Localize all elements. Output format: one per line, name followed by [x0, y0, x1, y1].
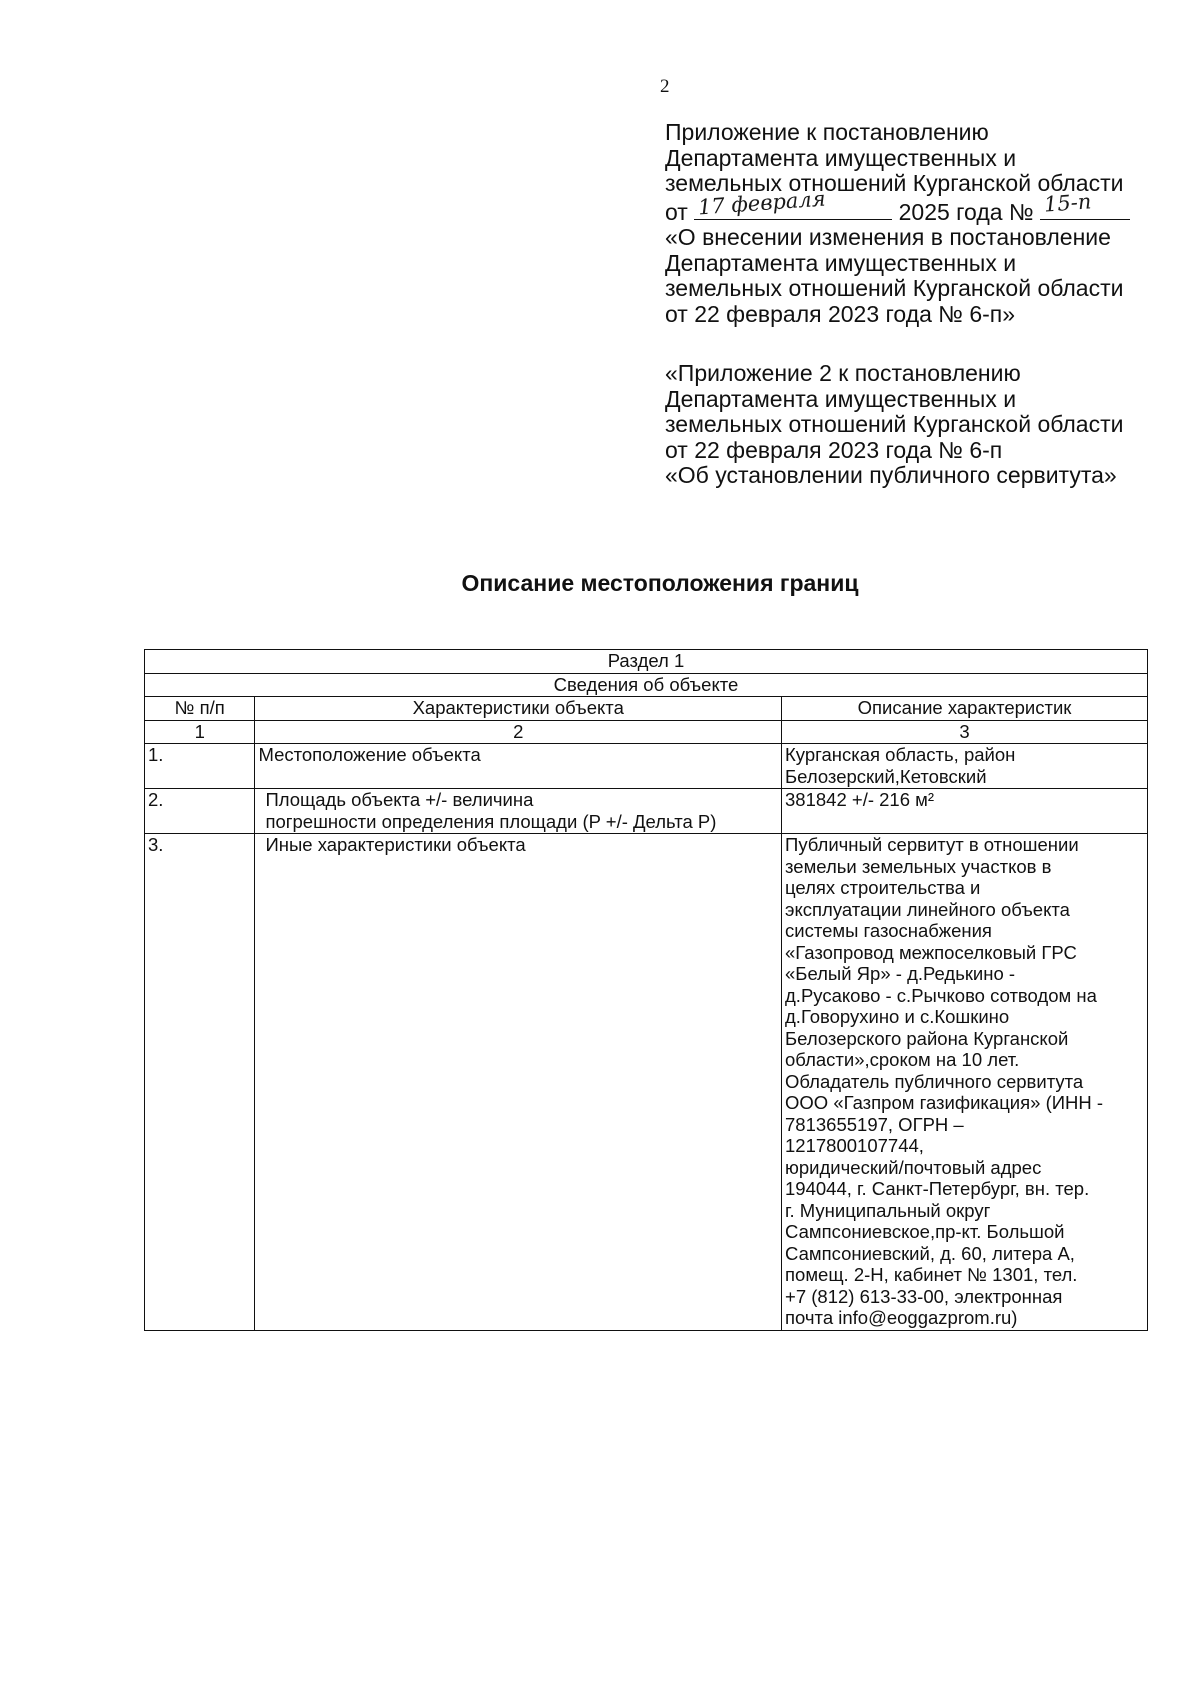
- row-number: 2.: [145, 789, 255, 834]
- annex-line: Приложение к постановлению: [665, 119, 989, 145]
- annex-line: «Об установлении публичного сервитута»: [665, 462, 1117, 488]
- page-number: 2: [660, 76, 670, 97]
- annex-header: [665, 120, 1185, 489]
- annex-line: земельных отношений Курганской области: [665, 275, 1124, 301]
- document-title: Описание местоположения границ: [461, 570, 859, 596]
- date-prefix: от: [665, 198, 688, 225]
- table-row: [145, 834, 1148, 1331]
- annex-line: земельных отношений Курганской области: [665, 170, 1124, 196]
- handwritten-number: [1040, 189, 1130, 220]
- annex-line: от 22 февраля 2023 года № 6-п: [665, 436, 1003, 463]
- annex-line: Департамента имущественных и: [665, 144, 1017, 171]
- annex-line: Департамента имущественных и: [665, 249, 1017, 276]
- handwritten-number-text: 15-п: [1043, 189, 1093, 217]
- row-characteristic: Местоположение объекта: [255, 744, 782, 789]
- column-number: 3: [782, 720, 1148, 744]
- column-header: № п/п: [145, 697, 255, 721]
- row-description: Публичный сервитут в отношении земельи земельных участков в целях строительства и эксплуатации линейного объекта системы газоснабжения «Газопровод межпоселковый ГРС «Белый Яр» - д.Редькино - д.Русаково - с.Рычково сотводом на д.Говорухино и с.Кошкино Белозерского района Курганской области»,сроком на 10 лет. Обладатель публичного сервитута ООО «Газпром газификация» (ИНН - 7813655197, ОГРН – 1217800107744, юридический/почтовый адрес 194044, г. Санкт-Петербург, вн. тер. г. Муниципальный округ Сампсониевское,пр-кт. Большой Сампсониевский, д. 60, литера А, помещ. 2-Н, кабинет № 1301, тел. +7 (812) 613-33-00, электронная почта info@eoggazprom.ru): [782, 834, 1148, 1331]
- row-description: Курганская область, район Белозерский,Кетовский: [782, 744, 1148, 789]
- column-header: Характеристики объекта: [255, 697, 782, 721]
- annex-line: «Приложение 2 к постановлению: [665, 360, 1021, 386]
- row-number: 3.: [145, 834, 255, 1331]
- handwritten-date-text: 17 февраля: [697, 186, 827, 220]
- annex-line: земельных отношений Курганской области: [665, 411, 1124, 437]
- row-number: 1.: [145, 744, 255, 789]
- table-row: [145, 744, 1148, 789]
- column-number: 1: [145, 720, 255, 744]
- year-text: 2025 года №: [898, 198, 1034, 225]
- table-subsection-title: Сведения об объекте: [145, 673, 1148, 697]
- boundary-info-table: [144, 649, 1148, 1331]
- annex-line: «О внесении изменения в постановление: [665, 224, 1111, 250]
- row-characteristic: Иные характеристики объекта: [255, 834, 782, 1331]
- column-number: 2: [255, 720, 782, 744]
- table-section-title: Раздел 1: [145, 650, 1148, 674]
- table-row: [145, 789, 1148, 834]
- annex-line: от 22 февраля 2023 года № 6-п»: [665, 300, 1016, 327]
- annex-line: Департамента имущественных и: [665, 385, 1017, 412]
- column-header: Описание характеристик: [782, 697, 1148, 721]
- row-description: 381842 +/- 216 м²: [782, 789, 1148, 834]
- annex-date-line: [665, 186, 1185, 226]
- row-characteristic: Площадь объекта +/- величина погрешности определения площади (P +/- Дельта P): [255, 789, 782, 834]
- handwritten-date: [694, 186, 892, 220]
